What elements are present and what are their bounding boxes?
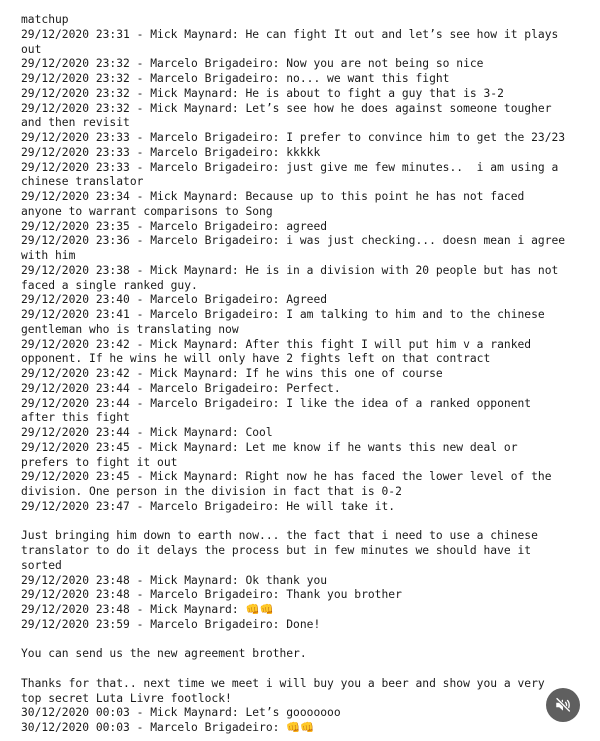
transcript-line: 29/12/2020 23:44 - Mick Maynard: Cool: [21, 426, 273, 439]
transcript-line: 29/12/2020 23:32 - Marcelo Brigadeiro: Now you are not being so nice: [21, 57, 484, 71]
transcript-line: division. One person in the division in fact that is 0-2: [21, 485, 402, 498]
transcript-line: 29/12/2020 23:44 - Marcelo Brigadeiro: I like the idea of a ranked opponent: [21, 396, 532, 410]
transcript-line: 29/12/2020 23:59 - Marcelo Brigadeiro: Done!: [21, 617, 321, 631]
transcript-line: 29/12/2020 23:48 - Mick Maynard: 👊👊: [21, 603, 274, 616]
transcript-line: 30/12/2020 00:03 - Mick Maynard: Let’s gooooooo: [21, 706, 341, 720]
transcript-line: 29/12/2020 23:35 - Marcelo Brigadeiro: agreed: [21, 219, 328, 233]
transcript-line: translator to do it delays the process but in few minutes we should have it: [21, 544, 532, 557]
transcript-line: 29/12/2020 23:32 - Mick Maynard: Let’s see how he does against someone tougher: [21, 101, 552, 115]
transcript-line: 29/12/2020 23:41 - Marcelo Brigadeiro: I am talking to him and to the chinese: [21, 308, 545, 321]
transcript-line: 29/12/2020 23:45 - Mick Maynard: Let me know if he wants this new deal or: [21, 440, 518, 454]
transcript-line: out: [21, 42, 42, 56]
transcript-line: 29/12/2020 23:31 - Mick Maynard: He can fight It out and let’s see how it plays: [21, 27, 559, 41]
transcript-line: 29/12/2020 23:33 - Marcelo Brigadeiro: just give me few minutes.. i am using a: [21, 160, 559, 174]
transcript-line: 29/12/2020 23:40 - Marcelo Brigadeiro: Agreed: [21, 293, 328, 307]
transcript-line: 29/12/2020 23:34 - Mick Maynard: Because up to this point he has not faced: [21, 190, 525, 203]
transcript-line: matchup: [21, 13, 69, 26]
mute-button[interactable]: [546, 688, 580, 722]
transcript-line: gentleman who is translating now: [21, 322, 239, 336]
transcript-line: 29/12/2020 23:36 - Marcelo Brigadeiro: i was just checking... doesn mean i agree: [21, 234, 566, 248]
transcript-line: 29/12/2020 23:47 - Marcelo Brigadeiro: He will take it.: [21, 499, 396, 513]
transcript-line: 29/12/2020 23:42 - Mick Maynard: If he wins this one of course: [21, 367, 443, 380]
transcript-line: chinese translator: [21, 175, 144, 189]
transcript-line: opponent. If he wins he will only have 2 fights left on that contract: [21, 352, 491, 366]
transcript-line: You can send us the new agreement brother.: [21, 647, 307, 661]
transcript-line: 29/12/2020 23:33 - Marcelo Brigadeiro: I prefer to convince him to get the 23/23: [21, 131, 566, 144]
transcript-line: [21, 515, 591, 530]
transcript-line: faced a single ranked guy.: [21, 278, 198, 292]
speaker-muted-icon: [554, 696, 572, 714]
transcript-line: top secret Luta Livre footlock!: [21, 691, 232, 705]
transcript-line: 29/12/2020 23:44 - Marcelo Brigadeiro: Perfect.: [21, 381, 341, 395]
transcript-line: 29/12/2020 23:45 - Mick Maynard: Right now he has faced the lower level of the: [21, 470, 552, 484]
transcript-line: 29/12/2020 23:48 - Mick Maynard: Ok thank you: [21, 573, 328, 587]
transcript-line: and then revisit: [21, 116, 130, 130]
transcript-line: sorted: [21, 558, 62, 572]
transcript-line: [21, 662, 591, 677]
transcript-line: 29/12/2020 23:32 - Mick Maynard: He is about to fight a guy that is 3-2: [21, 86, 504, 100]
transcript-line: with him: [21, 249, 76, 262]
transcript-line: 29/12/2020 23:38 - Mick Maynard: He is in a division with 20 people but has not: [21, 263, 559, 277]
transcript-line: after this fight: [21, 411, 130, 425]
transcript-line: 29/12/2020 23:48 - Marcelo Brigadeiro: Thank you brother: [21, 588, 402, 602]
transcript-line: Thanks for that.. next time we meet i will buy you a beer and show you a very: [21, 676, 545, 690]
chat-transcript: [21, 13, 591, 736]
transcript-line: 29/12/2020 23:33 - Marcelo Brigadeiro: kkkkk: [21, 145, 321, 159]
transcript-line: Just bringing him down to earth now... the fact that i need to use a chinese: [21, 529, 538, 543]
transcript-line: prefers to fight it out: [21, 455, 178, 469]
transcript-line: 29/12/2020 23:32 - Marcelo Brigadeiro: no... we want this fight: [21, 72, 450, 85]
transcript-line: 29/12/2020 23:42 - Mick Maynard: After this fight I will put him v a ranked: [21, 337, 532, 351]
transcript-line: anyone to warrant comparisons to Song: [21, 204, 273, 218]
transcript-line: [21, 633, 591, 648]
transcript-line: 30/12/2020 00:03 - Marcelo Brigadeiro: 👊👊: [21, 721, 315, 734]
